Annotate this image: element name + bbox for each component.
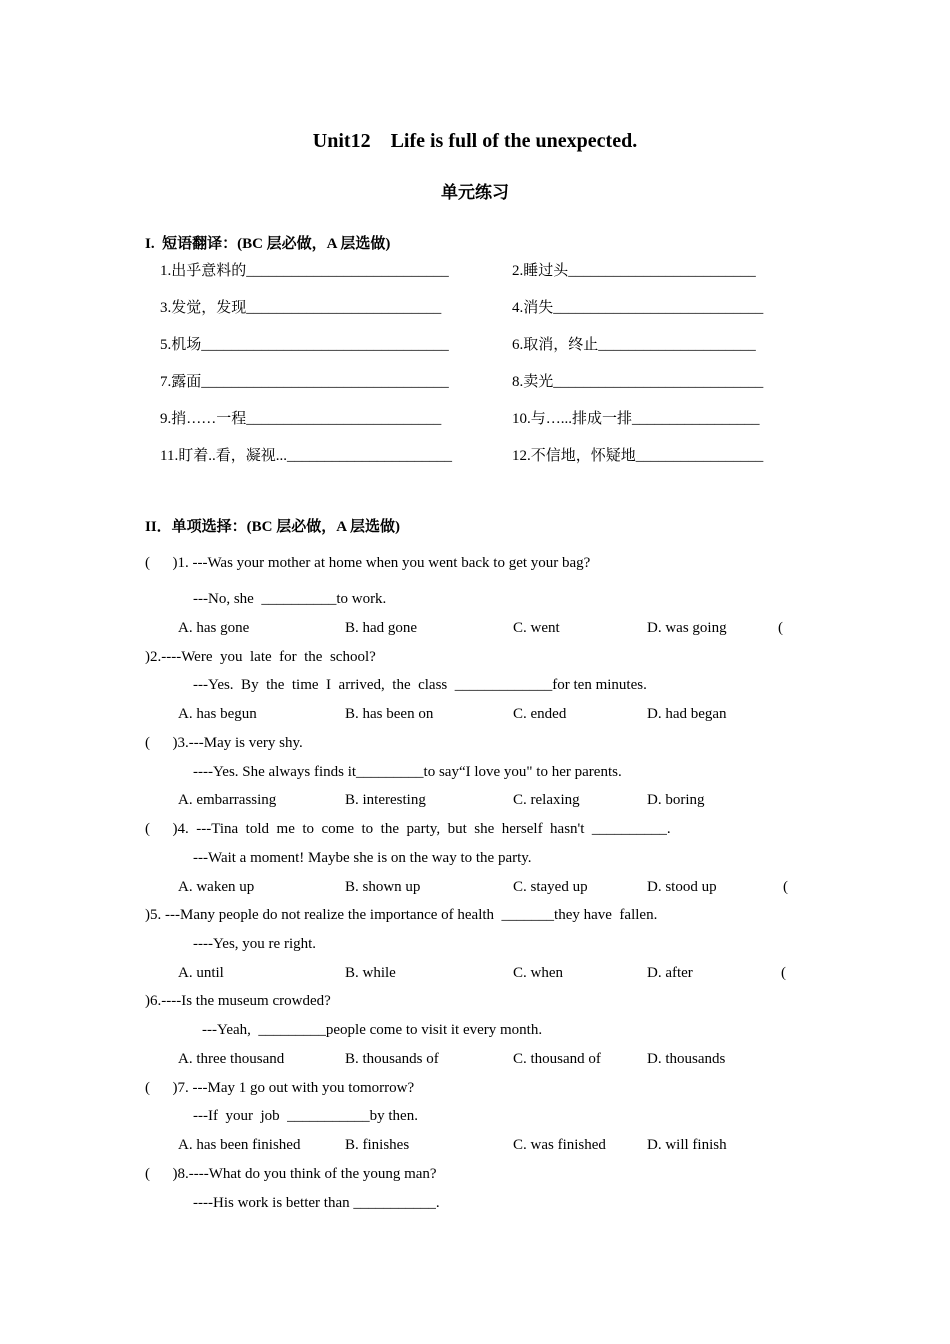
- option: B. while: [345, 965, 396, 981]
- phrase-item: 5.机场_________________________________: [160, 337, 449, 353]
- option: D. was going: [647, 620, 727, 636]
- question-paren: (: [781, 965, 786, 981]
- answer-line: ---No, she __________to work.: [193, 591, 387, 607]
- answer-line: ---If your job ___________by then.: [193, 1108, 418, 1124]
- option: D. will finish: [647, 1137, 727, 1153]
- option: A. three thousand: [178, 1051, 285, 1067]
- option: D. boring: [647, 792, 705, 808]
- option: D. thousands: [647, 1051, 726, 1067]
- answer-line: ---Yeah, _________people come to visit it every month.: [202, 1022, 543, 1038]
- option: B. shown up: [345, 879, 421, 895]
- option: B. finishes: [345, 1137, 410, 1153]
- option: D. had began: [647, 706, 727, 722]
- phrase-item: 6.取消，终止_____________________: [512, 337, 756, 353]
- question-line: )2.----Were you late for the school?: [145, 649, 376, 665]
- option: C. thousand of: [513, 1051, 601, 1067]
- answer-line: ----His work is better than ___________.: [193, 1195, 440, 1211]
- option: C. relaxing: [513, 792, 580, 808]
- phrase-item: 4.消失____________________________: [512, 300, 764, 316]
- phrase-item: 12.不信地，怀疑地_________________: [512, 448, 764, 464]
- phrase-item: 10.与…...排成一排_________________: [512, 411, 760, 427]
- phrase-item: 7.露面_________________________________: [160, 374, 449, 390]
- page-title: Unit12 Life is full of the unexpected.: [312, 130, 638, 152]
- answer-line: ----Yes. She always finds it_________to say“I love you" to her parents.: [193, 764, 622, 780]
- option: A. has gone: [178, 620, 250, 636]
- option: A. has been finished: [178, 1137, 301, 1153]
- phrase-item: 11.盯着..看，凝视...______________________: [160, 448, 452, 464]
- phrase-item: 2.睡过头_________________________: [512, 263, 756, 279]
- question-line: ( )3.---May is very shy.: [145, 735, 303, 751]
- option: D. after: [647, 965, 693, 981]
- question-line: ( )7. ---May 1 go out with you tomorrow?: [145, 1080, 415, 1096]
- phrase-item: 3.发觉，发现__________________________: [160, 300, 442, 316]
- phrase-item: 1.出乎意料的___________________________: [160, 263, 449, 279]
- question-line: ( )8.----What do you think of the young man?: [145, 1166, 437, 1182]
- phrase-item: 9.捎……一程__________________________: [160, 411, 442, 427]
- answer-line: ---Wait a moment! Maybe she is on the way to the party.: [193, 850, 532, 866]
- option: B. has been on: [345, 706, 434, 722]
- question-line: ( )1. ---Was your mother at home when you went back to get your bag?: [145, 555, 591, 571]
- question-line: )6.----Is the museum crowded?: [145, 993, 331, 1009]
- option: C. went: [513, 620, 560, 636]
- option: D. stood up: [647, 879, 717, 895]
- answer-line: ----Yes, you re right.: [193, 936, 317, 952]
- option: A. waken up: [178, 879, 255, 895]
- option: C. when: [513, 965, 563, 981]
- question-paren: (: [783, 879, 788, 895]
- question-paren: (: [778, 620, 783, 636]
- option: B. interesting: [345, 792, 426, 808]
- section-1-heading: I. 短语翻译：(BC 层必做，A 层选做): [145, 236, 391, 252]
- section-2-heading: II．单项选择：(BC 层必做，A 层选做): [145, 519, 401, 535]
- option: A. has begun: [178, 706, 257, 722]
- option: C. stayed up: [513, 879, 588, 895]
- option: B. had gone: [345, 620, 418, 636]
- phrase-item: 8.卖光____________________________: [512, 374, 764, 390]
- option: A. embarrassing: [178, 792, 277, 808]
- answer-line: ---Yes. By the time I arrived, the class _____________for ten minutes.: [193, 677, 647, 693]
- option: B. thousands of: [345, 1051, 439, 1067]
- option: C. was finished: [513, 1137, 606, 1153]
- option: C. ended: [513, 706, 567, 722]
- question-line: )5. ---Many people do not realize the importance of health _______they have fallen.: [145, 907, 658, 923]
- question-line: ( )4. ---Tina told me to come to the party, but she herself hasn't __________.: [145, 821, 671, 837]
- option: A. until: [178, 965, 224, 981]
- page-subtitle: 单元练习: [441, 183, 509, 202]
